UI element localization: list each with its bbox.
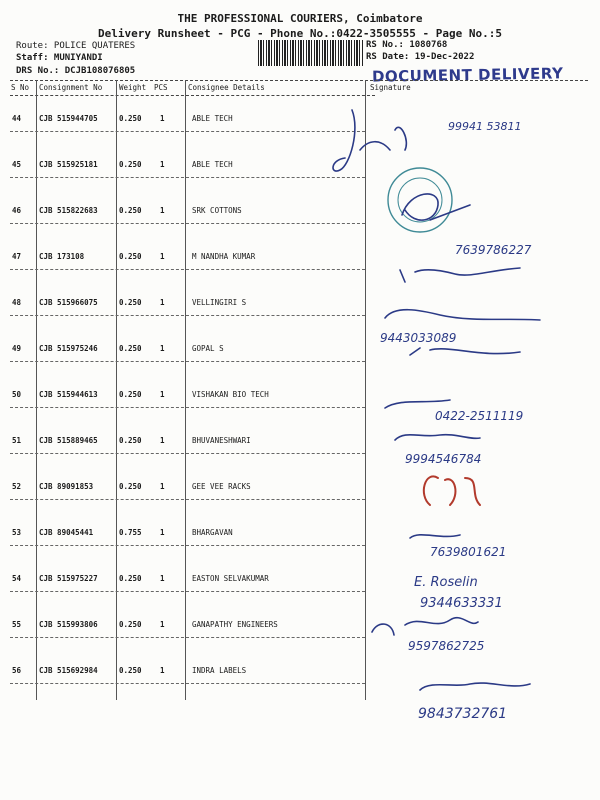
- row-weight: 0.250: [119, 482, 142, 491]
- row-sno: 46: [12, 206, 22, 215]
- row-separator: [10, 499, 365, 500]
- rs-date: RS Date: 19-Dec-2022: [366, 52, 475, 62]
- row-sno: 50: [12, 390, 22, 399]
- row-sno: 54: [12, 574, 22, 583]
- rs-number: RS No.: 1080768: [366, 40, 448, 50]
- document-delivery-stamp: DOCUMENT DELIVERY: [371, 64, 564, 86]
- row-pcs: 1: [160, 482, 165, 491]
- handwritten-phone: 9843732761: [418, 706, 508, 722]
- row-pcs: 1: [160, 344, 165, 353]
- table-row: [10, 652, 588, 698]
- row-separator: [10, 637, 365, 638]
- row-sno: 44: [12, 114, 22, 123]
- row-consignment-no: CJB 515925181: [39, 160, 98, 169]
- row-consignment-no: CJB 89091853: [39, 482, 94, 491]
- row-consignee: GANAPATHY ENGINEERS: [192, 620, 278, 629]
- row-weight: 0.250: [119, 252, 142, 261]
- row-weight: 0.250: [119, 344, 142, 353]
- table-row: [10, 376, 588, 422]
- row-consignee: VISHAKAN BIO TECH: [192, 390, 269, 399]
- row-sno: 49: [12, 344, 22, 353]
- row-consignee: ABLE TECH: [192, 114, 233, 123]
- drs-number: DRS No.: DCJB108076805: [16, 66, 136, 76]
- col-weight: Weight: [119, 83, 147, 92]
- table-row: [10, 192, 588, 238]
- row-pcs: 1: [160, 666, 165, 675]
- row-consignment-no: CJB 515966075: [39, 298, 98, 307]
- table-row: [10, 422, 588, 468]
- table-row: [10, 284, 588, 330]
- row-consignment-no: CJB 515975246: [39, 344, 98, 353]
- row-sno: 48: [12, 298, 22, 307]
- handwritten-phone: 7639801621: [430, 545, 507, 559]
- table-row: [10, 238, 588, 284]
- row-weight: 0.250: [119, 160, 142, 169]
- row-pcs: 1: [160, 436, 165, 445]
- row-consignee: ABLE TECH: [192, 160, 233, 169]
- row-separator: [10, 683, 365, 684]
- col-signature: Signature: [370, 83, 411, 92]
- row-separator: [10, 545, 365, 546]
- row-weight: 0.755: [119, 528, 142, 537]
- handwritten-phone: 9994546784: [405, 452, 482, 466]
- handwritten-phone: 99941 53811: [448, 120, 522, 133]
- handwritten-name: E. Roselin: [414, 575, 478, 590]
- table-top-rule: [10, 80, 588, 81]
- row-sno: 56: [12, 666, 22, 675]
- row-pcs: 1: [160, 390, 165, 399]
- handwritten-phone: 7639786227: [455, 243, 532, 257]
- row-consignee: BHUVANESHWARI: [192, 436, 251, 445]
- row-consignee: GEE VEE RACKS: [192, 482, 251, 491]
- table-row: [10, 560, 588, 606]
- row-pcs: 1: [160, 114, 165, 123]
- row-separator: [10, 269, 365, 270]
- table-row: [10, 468, 588, 514]
- row-consignee: M NANDHA KUMAR: [192, 252, 256, 261]
- row-pcs: 1: [160, 528, 165, 537]
- table-row: [10, 100, 588, 146]
- row-sno: 52: [12, 482, 22, 491]
- row-consignee: INDRA LABELS: [192, 666, 247, 675]
- row-pcs: 1: [160, 160, 165, 169]
- row-consignee: EASTON SELVAKUMAR: [192, 574, 269, 583]
- row-sno: 45: [12, 160, 22, 169]
- row-pcs: 1: [160, 252, 165, 261]
- row-sno: 53: [12, 528, 22, 537]
- row-weight: 0.250: [119, 298, 142, 307]
- row-consignment-no: CJB 515944613: [39, 390, 98, 399]
- barcode: [258, 40, 364, 66]
- row-consignee: BHARGAVAN: [192, 528, 233, 537]
- row-separator: [10, 453, 365, 454]
- row-consignment-no: CJB 515822683: [39, 206, 98, 215]
- row-consignee: SRK COTTONS: [192, 206, 242, 215]
- row-pcs: 1: [160, 206, 165, 215]
- row-weight: 0.250: [119, 436, 142, 445]
- handwritten-phone: 9443033089: [380, 331, 457, 345]
- col-pcs: PCS: [154, 83, 168, 92]
- row-separator: [10, 223, 365, 224]
- col-sno: S No: [11, 83, 30, 92]
- row-weight: 0.250: [119, 206, 142, 215]
- row-pcs: 1: [160, 620, 165, 629]
- handwritten-phone: 9597862725: [408, 639, 485, 653]
- handwritten-phone: 0422-2511119: [435, 409, 524, 423]
- table-row: [10, 514, 588, 560]
- row-separator: [10, 407, 365, 408]
- staff-label: Staff: MUNIYANDI: [16, 53, 103, 63]
- row-consignment-no: CJB 515944705: [39, 114, 98, 123]
- table-row: [10, 330, 588, 376]
- row-pcs: 1: [160, 574, 165, 583]
- row-separator: [10, 177, 365, 178]
- row-separator: [10, 591, 365, 592]
- row-weight: 0.250: [119, 574, 142, 583]
- col-consignment: Consignment No: [39, 83, 103, 92]
- col-consignee: Consignee Details: [188, 83, 265, 92]
- row-consignment-no: CJB 515889465: [39, 436, 98, 445]
- row-consignee: GOPAL S: [192, 344, 224, 353]
- table-row: [10, 606, 588, 652]
- runsheet-title: THE PROFESSIONAL COURIERS, Coimbatore: [177, 12, 423, 25]
- row-separator: [10, 315, 365, 316]
- row-consignment-no: CJB 89045441: [39, 528, 94, 537]
- table-header-rule: [10, 95, 375, 96]
- row-sno: 55: [12, 620, 22, 629]
- row-sno: 47: [12, 252, 22, 261]
- row-consignment-no: CJB 515975227: [39, 574, 98, 583]
- row-weight: 0.250: [119, 114, 142, 123]
- row-pcs: 1: [160, 298, 165, 307]
- row-consignee: VELLINGIRI S: [192, 298, 247, 307]
- handwritten-phone: 9344633331: [420, 596, 503, 611]
- row-separator: [10, 361, 365, 362]
- table-row: [10, 146, 588, 192]
- route-label: Route: POLICE QUATERES: [16, 41, 136, 51]
- row-consignment-no: CJB 515692984: [39, 666, 98, 675]
- row-weight: 0.250: [119, 390, 142, 399]
- row-weight: 0.250: [119, 620, 142, 629]
- runsheet-subtitle: Delivery Runsheet - PCG - Phone No.:0422-3505555 - Page No.:5: [98, 27, 502, 40]
- row-separator: [10, 131, 365, 132]
- row-consignment-no: CJB 173108: [39, 252, 85, 261]
- row-weight: 0.250: [119, 666, 142, 675]
- row-sno: 51: [12, 436, 22, 445]
- row-consignment-no: CJB 515993806: [39, 620, 98, 629]
